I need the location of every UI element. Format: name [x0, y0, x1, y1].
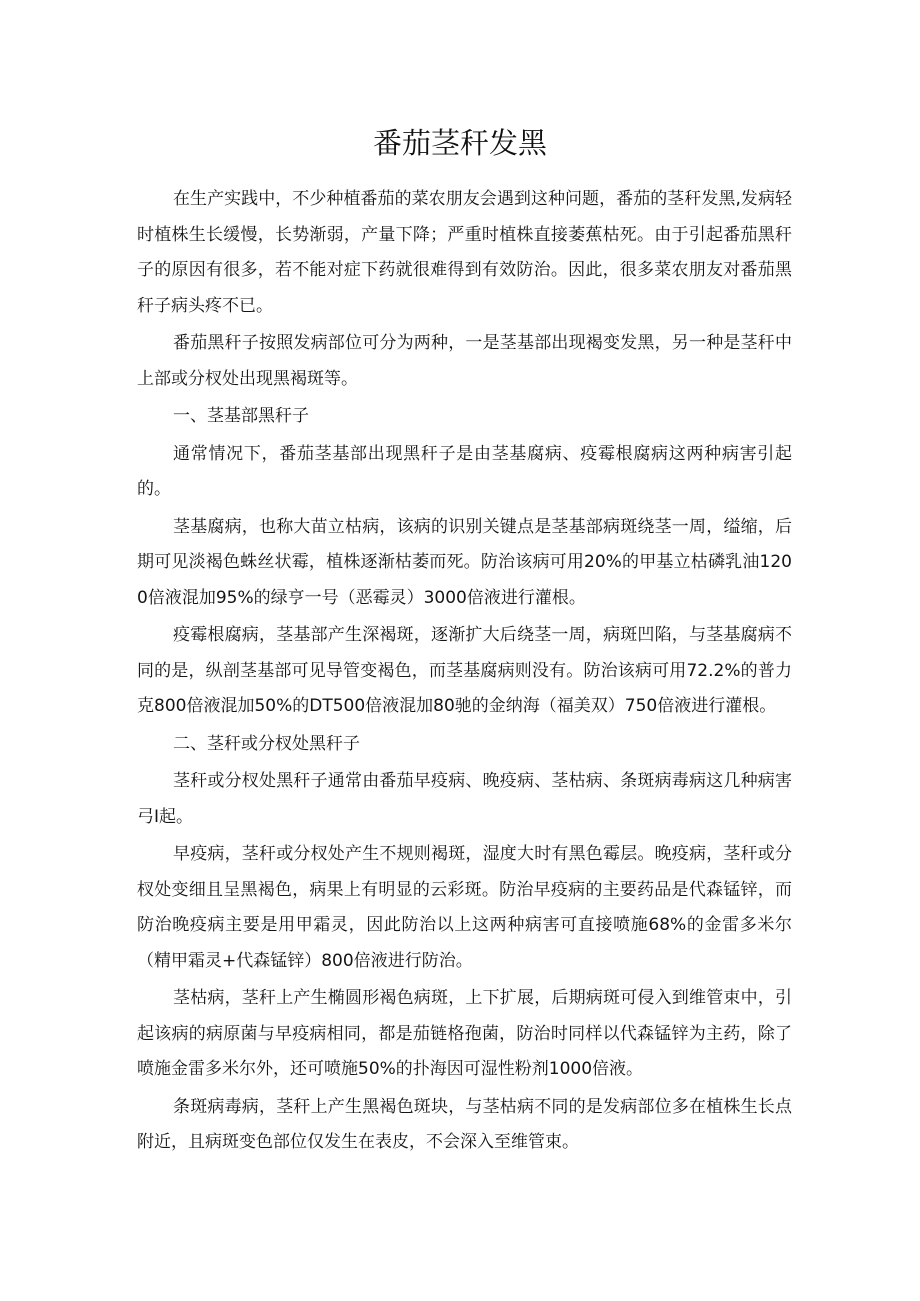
document-body — [137, 182, 792, 1161]
document-title: 番茄茎秆发黑 — [372, 126, 547, 160]
paragraph-classification: 番茄黑秆子按照发病部位可分为两种，一是茎基部出现褐变发黑，另一种是茎秆中上部或分杈处出现黑褐斑等。 — [137, 333, 792, 389]
section-heading-stem-base: 一、茎基部黑秆子 — [173, 406, 309, 426]
paragraph-stem-blight: 茎枯病，茎秆上产生椭圆形褐色病斑，上下扩展，后期病斑可侵入到维管束中，引起该病的病原菌与早疫病相同，都是茄链格孢菌，防治时同样以代森锰锌为主药，除了喷施金雷多米尔外，还可喷施50%的扑海因可湿性粉剂1000倍液。 — [137, 988, 792, 1079]
paragraph-phytophthora-root-rot: 疫霉根腐病，茎基部产生深褐斑，逐渐扩大后绕茎一周，病斑凹陷，与茎基腐病不同的是，纵剖茎基部可见导管变褐色，而茎基腐病则没有。防治该病可用72.2%的普力克800倍液混加50%的DT500倍液混加80驰的金纳海（福美双）750倍液进行灌根。 — [137, 625, 792, 716]
paragraph-stem-base-causes: 通常情况下，番茄茎基部出现黑秆子是由茎基腐病、疫霉根腐病这两种病害引起的。 — [137, 443, 792, 499]
paragraph-early-late-blight: 早疫病，茎秆或分杈处产生不规则褐斑，湿度大时有黑色霉层。晚疫病，茎秆或分杈处变细且呈黑褐色，病果上有明显的云彩斑。防治早疫病的主要药品是代森锰锌，而防治晚疫病主要是用甲霜灵，因此防治以上这两种病害可直接喷施68%的金雷多米尔（精甲霜灵+代森锰锌）800倍液进行防治。 — [137, 844, 792, 971]
paragraph-intro: 在生产实践中，不少种植番茄的菜农朋友会遇到这种问题，番茄的茎秆发黑,发病轻时植株生长缓慢，长势渐弱，产量下降；严重时植株直接萎蕉枯死。由于引起番茄黑秆子的原因有很多，若不能对症下药就很难得到有效防治。因此，很多菜农朋友对番茄黑秆子病头疼不已。 — [137, 189, 792, 316]
paragraph-stem-base-rot: 茎基腐病，也称大苗立枯病，该病的识别关键点是茎基部病斑绕茎一周，缢缩，后期可见淡褐色蛛丝状霉，植株逐渐枯萎而死。防治该病可用20%的甲基立枯磷乳油1200倍液混加95%的绿亨一号（恶霉灵）3000倍液进行灌根。 — [137, 516, 792, 608]
paragraph-streak-virus: 条斑病毒病，茎秆上产生黑褐色斑块，与茎枯病不同的是发病部位多在植株生长点附近，且病斑变色部位仅发生在表皮，不会深入至维管束。 — [137, 1096, 792, 1152]
paragraph-stem-branch-causes: 茎秆或分杈处黑秆子通常由番茄早疫病、晚疫病、茎枯病、条斑病毒病这几种病害弓I起。 — [137, 771, 792, 827]
section-heading-stem-branch: 二、茎秆或分杈处黑秆子 — [173, 733, 360, 754]
